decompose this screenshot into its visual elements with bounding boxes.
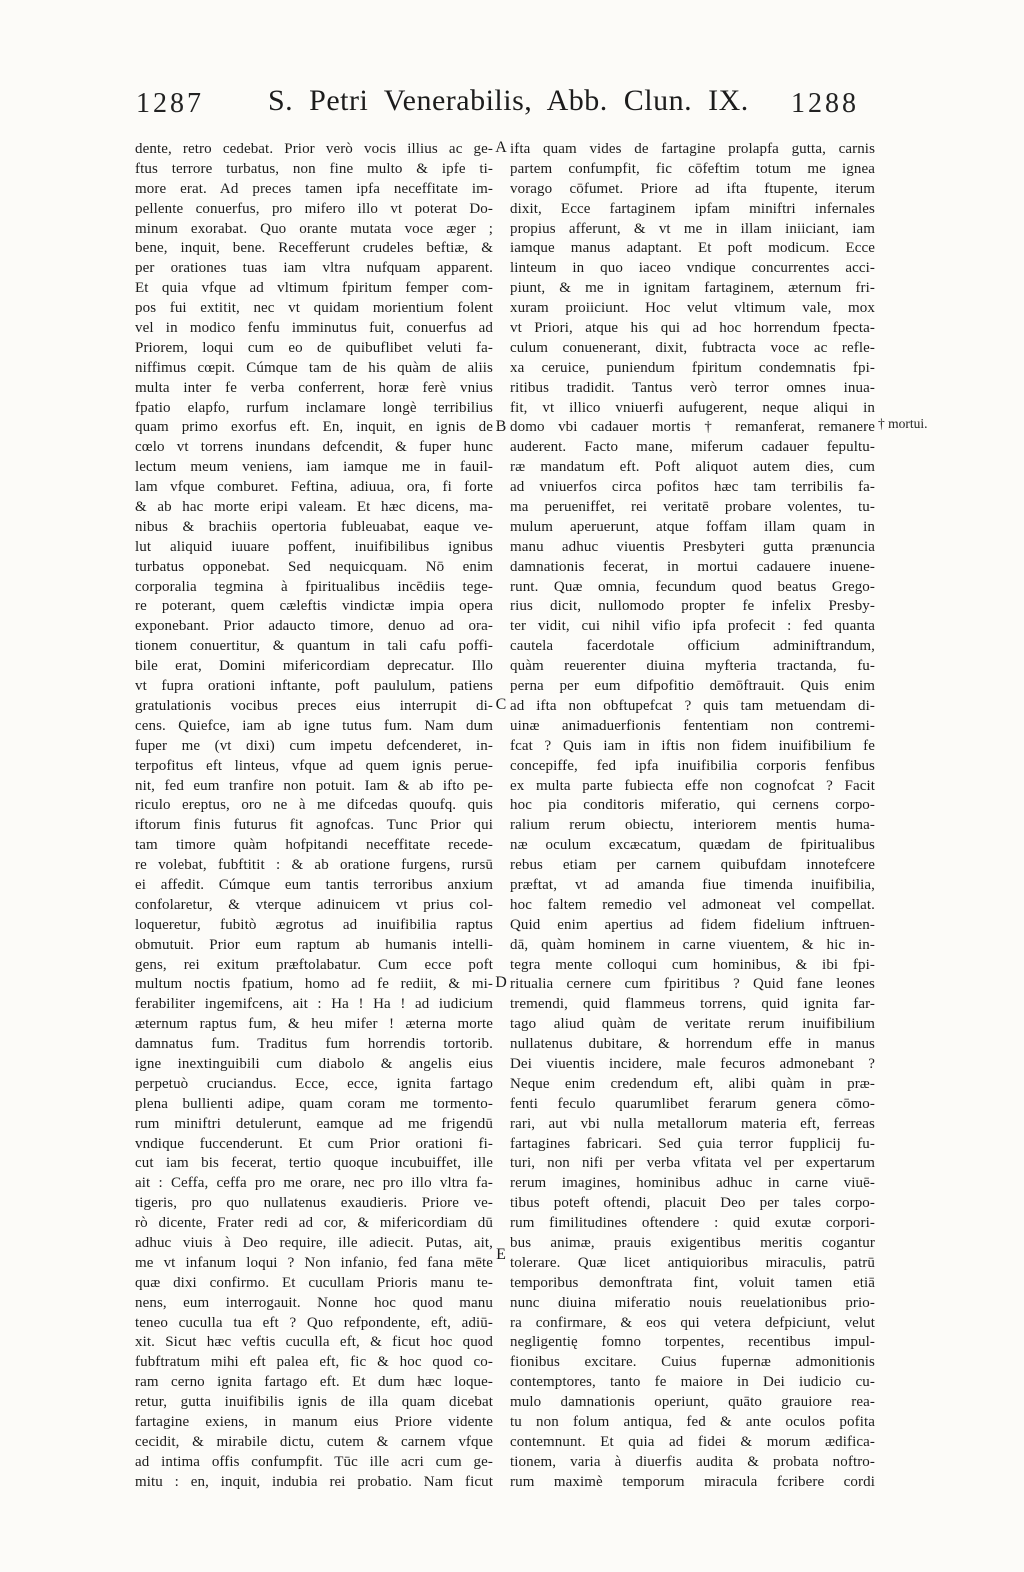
text-line: mulum aperuerunt, atque foffam illam quam in bbox=[510, 518, 875, 535]
text-line: fpatio elapfo, rurfum inclamare longè terribilius bbox=[135, 399, 493, 416]
text-line: bene, inquit, bene. Recefferunt crudeles beftiæ, & bbox=[135, 240, 493, 257]
text-line: Quid enim apertius ad fidem fidelium inftruen- bbox=[510, 916, 875, 933]
section-letter-d: D bbox=[495, 974, 507, 991]
page-number-left: 1287 bbox=[136, 88, 204, 119]
text-line: ritibus tradidit. Tantus verò terror omnes inua- bbox=[510, 379, 875, 396]
text-line: lam vfque comburet. Feftina, adiuua, ora, fi forte bbox=[135, 479, 493, 496]
text-line: fubftratum mihi eft palea eft, fic & hoc quod co- bbox=[135, 1354, 493, 1371]
text-line: hoc pia conditoris miferatio, qui cernens corpo- bbox=[510, 797, 875, 814]
text-line: Priorem, loqui cum eo de quibuflibet veluti fa- bbox=[135, 339, 493, 356]
text-line: exponebant. Prior adaucto timore, denuo ad ora- bbox=[135, 618, 493, 635]
text-line: plena bullienti adipe, quam coram me tormento- bbox=[135, 1095, 493, 1112]
text-line: pellente conuerfus, pro mifero illo vt poterat Do- bbox=[135, 200, 493, 217]
text-line: vorago cōfumet. Priore ad ifta ftupente, iterum bbox=[510, 180, 875, 197]
text-line: vndique fuccenderunt. Et cum Prior orationi fi- bbox=[135, 1135, 493, 1152]
text-line: rum fimilitudines oftendere : quid exutæ corpori- bbox=[510, 1215, 875, 1232]
text-line: xit. Sicut hæc veftis cuculla eft, & ficut hoc quod bbox=[135, 1334, 493, 1351]
text-line: riculo ereptus, oro ne à me difcedas quoufq. quis bbox=[135, 797, 493, 814]
text-line: Neque enim credendum eft, alibi quàm in præ- bbox=[510, 1075, 875, 1092]
text-line: tu non folum antiqua, fed & ante oculos pofita bbox=[510, 1414, 875, 1430]
text-line: ex multa parte fubiecta effe non cognofcat ? Facit bbox=[510, 777, 875, 794]
text-line: dixit, Ecce fartaginem ipfam miniftri infernales bbox=[510, 200, 875, 217]
text-line: quàm reuerenter diuina myfteria tractanda, fu- bbox=[510, 658, 875, 675]
text-line: piunt, & me in ignitam fartaginem, æternum fri- bbox=[510, 280, 875, 297]
text-line: ra confirmare, & eos qui vetera defpiciunt, velut bbox=[510, 1314, 875, 1331]
text-line: per orationes tuas iam vltra nufquam apparent. bbox=[135, 260, 493, 277]
text-line: quam primo exorfus eft. En, inquit, en ignis de bbox=[135, 419, 493, 436]
text-line: loqueretur, fubitò ægrotus ad inuifibilia raptus bbox=[135, 916, 493, 933]
text-line: re volebat, fubftitit : & ab oratione furgens, rursū bbox=[135, 857, 493, 874]
text-line: perna per eum difpofitio demōftrauit. Quis enim bbox=[510, 678, 875, 695]
text-line: tionem, varia à diuerfis audita & probata noftro- bbox=[510, 1453, 875, 1470]
text-line: minum exorabat. Quo orante mutata voce æger ; bbox=[135, 220, 493, 237]
text-line: tolerare. Quæ licet antiquioribus miraculis, patrū bbox=[510, 1254, 875, 1271]
text-line: tam timore quàm hofpitandi neceffitate recede- bbox=[135, 837, 493, 854]
text-line: rum miniftri detulerunt, eamque ad me frigendū bbox=[135, 1115, 493, 1132]
text-line: re poterant, quem cæleftis vindictæ impia opera bbox=[135, 598, 493, 615]
text-line: ad ifta non obftupefcat ? quis tam metuendam di- bbox=[510, 697, 875, 714]
text-line: iamque manus adaptant. Et poft modicum. Ecce bbox=[510, 240, 875, 257]
text-line: ei affedit. Cúmque eum tantis terroribus anxium bbox=[135, 876, 493, 893]
text-line: ter vidit, cui nihil vifio ipfa profecit : fed quanta bbox=[510, 618, 875, 635]
text-line: rerum imagines, hominibus adhuc in carne viuē- bbox=[510, 1175, 875, 1192]
text-line: retur, gutta inuifibilis ignis de illa quam dicebat bbox=[135, 1394, 493, 1411]
text-line: nullatenus dubitare, & horrendum effe in manus bbox=[510, 1036, 875, 1053]
text-line: fartagines fabricari. Sed çuia terror fupplicij fu- bbox=[510, 1135, 875, 1152]
text-line: igne inextinguibili cum diabolo & angelis eius bbox=[135, 1055, 493, 1072]
text-line: gens, rei exitum præftolabatur. Cum ecce poft bbox=[135, 956, 493, 973]
text-line: fenti feculo quarumlibet ferarum genera cōmo- bbox=[510, 1095, 875, 1112]
text-line: tigeris, pro quo nullatenus exaudieris. Priore ve- bbox=[135, 1195, 493, 1212]
text-line: nibus & brachiis opertoria fubleuabat, eaque ve- bbox=[135, 518, 493, 535]
text-line: terpofitus eft linteus, vfque ad quem ignis perue- bbox=[135, 757, 493, 774]
text-line: præftat, vt ad amanda fiue timenda inuifibilia, bbox=[510, 876, 875, 893]
section-letter-b: B bbox=[495, 418, 507, 435]
text-line: runt. Quæ omnia, fecundum quod beatus Grego- bbox=[510, 578, 875, 595]
text-line: mulo damnationis operiunt, quāto grauiore rea- bbox=[510, 1394, 875, 1411]
text-line: negligentię fomno torpentes, recentibus impul- bbox=[510, 1334, 875, 1351]
text-line: vt fupra orationi inftante, poft paululum, patiens bbox=[135, 678, 493, 695]
text-line: culum conuenerant, dixit, fubtracta voce ac refle- bbox=[510, 339, 875, 356]
text-line: temporibus demonftrata fint, voluit tamen etiā bbox=[510, 1274, 875, 1291]
text-line: manu adhuc viuentis Presbyteri gutta prænuncia bbox=[510, 538, 875, 555]
text-line: xuram proiiciunt. Hoc velut vltimum vale, mox bbox=[510, 300, 875, 317]
text-line: ferabiliter ingemifcens, ait : Ha ! Ha ! ad iudicium bbox=[135, 996, 493, 1013]
text-line: perpetuò cruciandus. Ecce, ecce, ignita fartago bbox=[135, 1075, 493, 1092]
text-line: ritualia cernere cum fpiritibus ? Quid fane leones bbox=[510, 976, 875, 993]
text-line: næ oculum excæcatum, quædam de fpiritualibus bbox=[510, 837, 875, 854]
text-line: bile erat, Domini mifericordiam deprecatur. Illo bbox=[135, 658, 493, 675]
text-line: adhuc viuis à Deo require, ille adiecit. Putas, ait, bbox=[135, 1234, 493, 1251]
text-line: ad intima offis confumpfit. Tūc ille acri cum ge- bbox=[135, 1453, 493, 1470]
section-letter-c: C bbox=[495, 696, 507, 713]
text-line: linteum in quo iaceo vndique concurrentes acci- bbox=[510, 260, 875, 277]
text-line: ifta quam vides de fartagine prolapfa gutta, carnis bbox=[510, 141, 875, 157]
page-number-right: 1288 bbox=[791, 88, 859, 119]
text-line: tionem conuertitur, & quantum in tali cafu poffi- bbox=[135, 638, 493, 655]
text-line: ad vniuerfos circa pofitos hæc tam terribilis fa- bbox=[510, 479, 875, 496]
text-line: & ab hac morte eripi valeam. Et hæc dicens, ma- bbox=[135, 499, 493, 516]
margin-note-mortui: † mortui. bbox=[878, 416, 928, 431]
text-line: mitu : en, inquit, indubia rei probatio. Nam ficut bbox=[135, 1473, 493, 1490]
text-line: tremendi, quid flammeus torrens, quid ignita far- bbox=[510, 996, 875, 1013]
text-line: lectum meum veniens, iam iamque me in fauil- bbox=[135, 459, 493, 476]
text-line: turbatus opponebat. Sed nequicquam. Nō enim bbox=[135, 558, 493, 575]
text-line: hoc faltem remedio vel admoneat vel compellat. bbox=[510, 896, 875, 913]
text-line: corporalia tegmina à fpiritualibus incēdiis tege- bbox=[135, 578, 493, 595]
text-line: me vt infanum loqui ? Non infanio, fed fana mēte bbox=[135, 1254, 493, 1271]
text-line: fionibus excitare. Cuius fupernæ admonitionis bbox=[510, 1354, 875, 1371]
text-line: fit, vt illico vniuerfi aufugerent, neque aliqui in bbox=[510, 399, 875, 416]
text-line: pos fui extitit, nec vt quidam morientium folent bbox=[135, 300, 493, 317]
text-line: fartagine exiens, in manum eius Priore vidente bbox=[135, 1414, 493, 1430]
text-line: partem confumpfit, fic cōfeftim totum me ignea bbox=[510, 160, 875, 177]
text-line: tibus poteft oftendi, placuit Deo per tales corpo- bbox=[510, 1195, 875, 1212]
text-line: contemnunt. Et quia ad fidei & morum ædifica- bbox=[510, 1433, 875, 1450]
text-line: ram cerno ignita fartago eft. Et dum hæc loque- bbox=[135, 1374, 493, 1391]
text-line: teneo cuculla tua eft ? Quo refpondente, eft, adiū- bbox=[135, 1314, 493, 1331]
text-line: domo vbi cadauer mortis † remanferat, remanere bbox=[510, 419, 875, 436]
text-line: dente, retro cedebat. Prior verò vocis illius ac ge- bbox=[135, 141, 493, 157]
text-line: rum maximè temporum miracula fcribere cordi bbox=[510, 1473, 875, 1490]
text-line: cut iam bis fecerat, tertio quoque incubuiffet, ille bbox=[135, 1155, 493, 1172]
text-line: obmutuit. Prior eum raptum ab humanis intelli- bbox=[135, 936, 493, 953]
text-line: quæ dixi confirmo. Et cucullam Prioris manu te- bbox=[135, 1274, 493, 1291]
text-line: contemptores, tanto fe maiore in Dei iudicio cu- bbox=[510, 1374, 875, 1391]
text-line: bus animæ, prauis exigentibus meritis cogantur bbox=[510, 1234, 875, 1251]
text-line: Dei viuentis incidere, male fecuros admonebant ? bbox=[510, 1055, 875, 1072]
text-column-right bbox=[510, 140, 875, 1493]
text-line: turi, non nifi per verba vfitata vel per expertarum bbox=[510, 1155, 875, 1172]
text-line: cens. Quiefce, iam ab igne tutus fum. Nam dum bbox=[135, 717, 493, 734]
text-line: vel in modico fenfu imminutus fuit, conuerfus ad bbox=[135, 320, 493, 337]
text-line: lut aliquid iuuare poffent, inuifibilibus ignibus bbox=[135, 538, 493, 555]
text-line: iftorum finis futurus fit agnofcas. Tunc Prior qui bbox=[135, 817, 493, 834]
text-line: concepiffe, fed ipfa inuifibilia corporis fenfibus bbox=[510, 757, 875, 774]
text-line: uinæ animaduerfionis fententiam non contremi- bbox=[510, 717, 875, 734]
text-line: damnatus fum. Traditus fum horrendis tortorib. bbox=[135, 1036, 493, 1053]
text-line: more erat. Ad preces tamen ipfa neceffitate im- bbox=[135, 180, 493, 197]
text-line: rius dicit, nullomodo propter fe infelix Presby- bbox=[510, 598, 875, 615]
text-line: propius afferunt, & vt me in illam iniiciant, iam bbox=[510, 220, 875, 237]
text-line: Et quia vfque ad vltimum fpiritum femper com- bbox=[135, 280, 493, 297]
text-line: nit, fed eum tranfire non potuit. Iam & ab ifto pe- bbox=[135, 777, 493, 794]
text-line: xa ceruice, puniendum fpiritum condemnatis fpi- bbox=[510, 359, 875, 376]
text-line: fcat ? Quis iam in iftis non fidem inuifibilium fe bbox=[510, 737, 875, 754]
text-line: cœlo vt torrens inundans defcendit, & fuper hunc bbox=[135, 439, 493, 456]
text-line: ma perueniffet, rei veritatē probare volentes, tu- bbox=[510, 499, 875, 516]
text-line: ræ mandatum eft. Poft aliquot autem dies, cum bbox=[510, 459, 875, 476]
text-line: ftus terrore turbatus, non fine multo & ipfe ti- bbox=[135, 160, 493, 177]
text-line: nunc diuina miferatio nouis reuelationibus prio- bbox=[510, 1294, 875, 1311]
text-line: tago aliud quàm de veritate rerum inuifibilium bbox=[510, 1016, 875, 1033]
text-line: rebus etiam per carnem quibufdam innotefcere bbox=[510, 857, 875, 874]
text-line: rò dicente, Frater redi ad cor, & mifericordiam dū bbox=[135, 1215, 493, 1232]
text-column-left bbox=[135, 140, 493, 1493]
text-line: cautela facerdotale officium adminiftrandum, bbox=[510, 638, 875, 655]
text-line: auderent. Facto mane, miferum cadauer fepultu- bbox=[510, 439, 875, 456]
text-line: fuper me (vt dixi) cum impetu defcenderet, in- bbox=[135, 737, 493, 754]
section-letter-a: A bbox=[495, 139, 507, 156]
text-line: gratulationis vocibus preces eius interrupit di- bbox=[135, 697, 493, 714]
text-line: rari, aut vbi nulla metallorum materia eft, ferreas bbox=[510, 1115, 875, 1132]
text-line: dā, quàm hominem in carne viuentem, & hic in- bbox=[510, 936, 875, 953]
text-line: multum noctis fpatium, homo ad fe rediit, & mi- bbox=[135, 976, 493, 993]
text-line: æternum raptus fum, & heu mifer ! æterna morte bbox=[135, 1016, 493, 1033]
text-line: niffimus cœpit. Cúmque tam de his quàm de aliis bbox=[135, 359, 493, 376]
text-line: tegra mente colloqui cum hominibus, & ibi fpi- bbox=[510, 956, 875, 973]
text-line: nens, eum interrogauit. Nonne hoc quod manu bbox=[135, 1294, 493, 1311]
page-title: S. Petri Venerabilis, Abb. Clun. IX. bbox=[268, 84, 749, 117]
text-line: multa inter fe verba conferrent, horæ ferè vnius bbox=[135, 379, 493, 396]
text-line: damnationis fecerat, in mortui cadauere inuene- bbox=[510, 558, 875, 575]
text-line: ralium rerum obiectu, interiorem mentis huma- bbox=[510, 817, 875, 834]
text-line: cecidit, & mirabile dictu, cutem & carnem vfque bbox=[135, 1433, 493, 1450]
section-letter-e: E bbox=[496, 1246, 506, 1263]
text-line: vt Priori, atque his qui ad hoc horrendum fpecta- bbox=[510, 320, 875, 337]
text-line: ait : Ceffa, ceffa pro me orare, nec pro illo vltra fa- bbox=[135, 1175, 493, 1192]
text-line: confolaretur, & vterque adinuicem vt prius col- bbox=[135, 896, 493, 913]
